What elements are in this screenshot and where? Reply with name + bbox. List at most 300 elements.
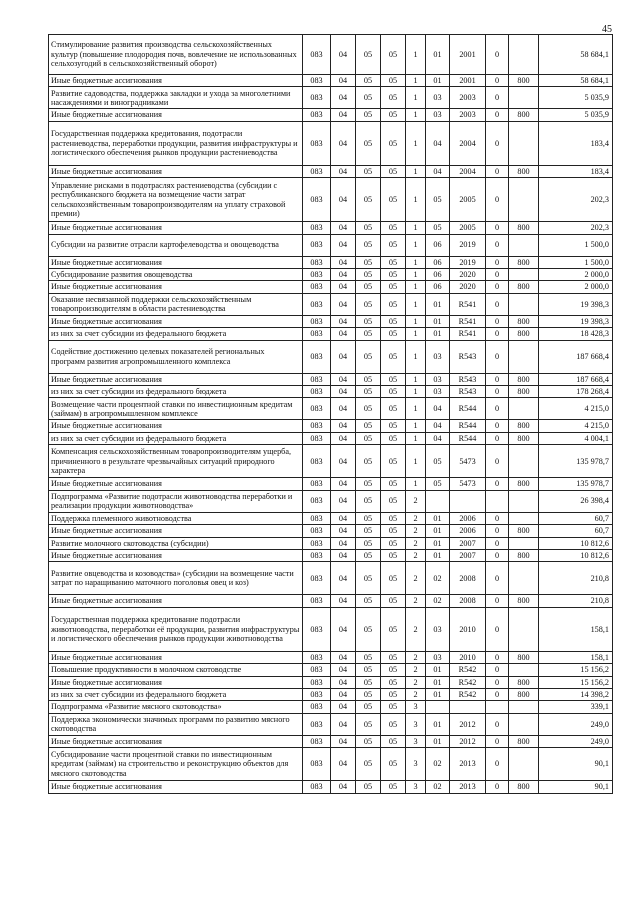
event-code-cell: 05	[426, 222, 450, 234]
source-code-cell	[486, 490, 509, 512]
expense-type-code-cell	[509, 664, 539, 676]
table-row	[49, 478, 613, 490]
subsection-code-cell: 05	[356, 165, 381, 177]
direction-code-cell: R541	[450, 293, 486, 315]
program-code-cell: 05	[381, 420, 406, 432]
amount-cell: 135 978,7	[539, 478, 613, 490]
subprogram-code-cell: 3	[406, 713, 426, 735]
expense-type-code-cell	[509, 234, 539, 256]
subsection-code-cell: 05	[356, 234, 381, 256]
subsection-code-cell: 05	[356, 701, 381, 713]
program-code-cell: 05	[381, 234, 406, 256]
source-code-cell: 0	[486, 735, 509, 747]
program-code-cell: 05	[381, 373, 406, 385]
table-row	[49, 373, 613, 385]
budget-allocation-table	[48, 34, 613, 794]
table-row	[49, 75, 613, 87]
program-code-cell: 05	[381, 595, 406, 607]
program-code-cell: 05	[381, 651, 406, 663]
expense-type-code-cell: 800	[509, 165, 539, 177]
expense-type-code-cell	[509, 512, 539, 524]
ministry-code-cell: 083	[303, 234, 331, 256]
subsection-code-cell: 05	[356, 328, 381, 340]
subsection-code-cell: 05	[356, 75, 381, 87]
table-row	[49, 165, 613, 177]
source-code-cell: 0	[486, 432, 509, 444]
section-code-cell: 04	[331, 256, 356, 268]
row-name-cell: Содействие достижению целевых показателей региональных программ развития агропромышленного комплекса	[49, 340, 303, 373]
amount-cell: 90,1	[539, 748, 613, 781]
ministry-code-cell: 083	[303, 735, 331, 747]
table-row	[49, 688, 613, 700]
row-name-cell: Субсидирование части процентной ставки по инвестиционным кредитам (займам) на строительство и реконструкцию объектов для мясного скотоводства	[49, 748, 303, 781]
row-name-cell: Иные бюджетные ассигнования	[49, 281, 303, 293]
source-code-cell: 0	[486, 281, 509, 293]
row-name-cell: Иные бюджетные ассигнования	[49, 781, 303, 793]
source-code-cell: 0	[486, 373, 509, 385]
table-row	[49, 735, 613, 747]
direction-code-cell: 2012	[450, 713, 486, 735]
subprogram-code-cell: 1	[406, 75, 426, 87]
table-row	[49, 121, 613, 165]
row-name-cell: Подпрограмма «Развитие подотрасли животноводства переработки и реализации продукции животноводства»	[49, 490, 303, 512]
program-code-cell: 05	[381, 293, 406, 315]
subsection-code-cell: 05	[356, 595, 381, 607]
subsection-code-cell: 05	[356, 293, 381, 315]
program-code-cell: 05	[381, 432, 406, 444]
amount-cell: 15 156,2	[539, 664, 613, 676]
section-code-cell: 04	[331, 512, 356, 524]
table-row	[49, 386, 613, 398]
row-name-cell: Иные бюджетные ассигнования	[49, 420, 303, 432]
direction-code-cell: R542	[450, 688, 486, 700]
amount-cell: 2 000,0	[539, 281, 613, 293]
table-row	[49, 178, 613, 222]
event-code-cell: 03	[426, 651, 450, 663]
program-code-cell: 05	[381, 676, 406, 688]
program-code-cell: 05	[381, 490, 406, 512]
ministry-code-cell: 083	[303, 373, 331, 385]
section-code-cell: 04	[331, 234, 356, 256]
source-code-cell: 0	[486, 748, 509, 781]
direction-code-cell: 2020	[450, 269, 486, 281]
subprogram-code-cell: 1	[406, 328, 426, 340]
program-code-cell: 05	[381, 109, 406, 121]
subsection-code-cell: 05	[356, 35, 381, 75]
expense-type-code-cell: 800	[509, 478, 539, 490]
source-code-cell: 0	[486, 688, 509, 700]
program-code-cell: 05	[381, 222, 406, 234]
event-code-cell: 06	[426, 234, 450, 256]
section-code-cell: 04	[331, 178, 356, 222]
direction-code-cell: R544	[450, 398, 486, 420]
subprogram-code-cell: 1	[406, 256, 426, 268]
expense-type-code-cell	[509, 701, 539, 713]
ministry-code-cell: 083	[303, 293, 331, 315]
section-code-cell: 04	[331, 701, 356, 713]
program-code-cell: 05	[381, 478, 406, 490]
row-name-cell: Возмещение части процентной ставки по инвестиционным кредитам (займам) в агропромышленном комплексе	[49, 398, 303, 420]
section-code-cell: 04	[331, 328, 356, 340]
event-code-cell: 02	[426, 595, 450, 607]
event-code-cell: 02	[426, 748, 450, 781]
event-code-cell: 03	[426, 87, 450, 109]
ministry-code-cell: 083	[303, 664, 331, 676]
row-name-cell: Государственная поддержка кредитование подотрасли животноводства, переработки её продукции, развития инфраструктуры и логистического обеспечения рынков продукции животноводства	[49, 607, 303, 651]
ministry-code-cell: 083	[303, 676, 331, 688]
section-code-cell: 04	[331, 688, 356, 700]
amount-cell: 5 035,9	[539, 87, 613, 109]
source-code-cell: 0	[486, 664, 509, 676]
ministry-code-cell: 083	[303, 340, 331, 373]
source-code-cell: 0	[486, 75, 509, 87]
section-code-cell: 04	[331, 269, 356, 281]
amount-cell: 158,1	[539, 607, 613, 651]
event-code-cell: 06	[426, 281, 450, 293]
table-row	[49, 651, 613, 663]
ministry-code-cell: 083	[303, 87, 331, 109]
table-row	[49, 398, 613, 420]
row-name-cell: Поддержка племенного животноводства	[49, 512, 303, 524]
amount-cell: 183,4	[539, 121, 613, 165]
amount-cell: 210,8	[539, 595, 613, 607]
expense-type-code-cell	[509, 269, 539, 281]
direction-code-cell: R543	[450, 386, 486, 398]
table-row	[49, 713, 613, 735]
row-name-cell: Иные бюджетные ассигнования	[49, 651, 303, 663]
table-row	[49, 340, 613, 373]
direction-code-cell: R541	[450, 328, 486, 340]
subsection-code-cell: 05	[356, 281, 381, 293]
section-code-cell: 04	[331, 595, 356, 607]
ministry-code-cell: 083	[303, 178, 331, 222]
expense-type-code-cell	[509, 121, 539, 165]
table-row	[49, 87, 613, 109]
ministry-code-cell: 083	[303, 328, 331, 340]
direction-code-cell: 2003	[450, 109, 486, 121]
event-code-cell: 01	[426, 735, 450, 747]
ministry-code-cell: 083	[303, 445, 331, 478]
row-name-cell: Иные бюджетные ассигнования	[49, 549, 303, 561]
direction-code-cell: 5473	[450, 445, 486, 478]
subprogram-code-cell: 1	[406, 293, 426, 315]
subprogram-code-cell: 1	[406, 420, 426, 432]
program-code-cell: 05	[381, 398, 406, 420]
source-code-cell: 0	[486, 562, 509, 595]
source-code-cell: 0	[486, 676, 509, 688]
ministry-code-cell: 083	[303, 607, 331, 651]
subprogram-code-cell: 1	[406, 35, 426, 75]
subsection-code-cell: 05	[356, 373, 381, 385]
ministry-code-cell: 083	[303, 490, 331, 512]
table-row	[49, 35, 613, 75]
table-row	[49, 676, 613, 688]
expense-type-code-cell: 800	[509, 676, 539, 688]
expense-type-code-cell	[509, 398, 539, 420]
subsection-code-cell: 05	[356, 256, 381, 268]
program-code-cell: 05	[381, 281, 406, 293]
expense-type-code-cell	[509, 748, 539, 781]
source-code-cell: 0	[486, 109, 509, 121]
expense-type-code-cell	[509, 340, 539, 373]
amount-cell: 187 668,4	[539, 340, 613, 373]
section-code-cell: 04	[331, 490, 356, 512]
ministry-code-cell: 083	[303, 281, 331, 293]
amount-cell: 26 398,4	[539, 490, 613, 512]
row-name-cell: Иные бюджетные ассигнования	[49, 75, 303, 87]
amount-cell: 1 500,0	[539, 256, 613, 268]
program-code-cell: 05	[381, 315, 406, 327]
budget-table-sheet	[48, 34, 612, 794]
source-code-cell: 0	[486, 35, 509, 75]
section-code-cell: 04	[331, 165, 356, 177]
program-code-cell: 05	[381, 549, 406, 561]
expense-type-code-cell	[509, 178, 539, 222]
source-code-cell: 0	[486, 713, 509, 735]
ministry-code-cell: 083	[303, 595, 331, 607]
expense-type-code-cell: 800	[509, 109, 539, 121]
ministry-code-cell: 083	[303, 386, 331, 398]
program-code-cell: 05	[381, 525, 406, 537]
amount-cell: 4 004,1	[539, 432, 613, 444]
direction-code-cell: 2004	[450, 165, 486, 177]
table-row	[49, 607, 613, 651]
subsection-code-cell: 05	[356, 735, 381, 747]
subsection-code-cell: 05	[356, 87, 381, 109]
row-name-cell: Иные бюджетные ассигнования	[49, 222, 303, 234]
subsection-code-cell: 05	[356, 676, 381, 688]
subsection-code-cell: 05	[356, 386, 381, 398]
section-code-cell: 04	[331, 386, 356, 398]
table-row	[49, 256, 613, 268]
amount-cell: 5 035,9	[539, 109, 613, 121]
direction-code-cell: 2019	[450, 256, 486, 268]
subsection-code-cell: 05	[356, 340, 381, 373]
direction-code-cell: 2001	[450, 35, 486, 75]
table-row	[49, 234, 613, 256]
ministry-code-cell: 083	[303, 688, 331, 700]
subprogram-code-cell: 1	[406, 340, 426, 373]
subsection-code-cell: 05	[356, 512, 381, 524]
section-code-cell: 04	[331, 651, 356, 663]
row-name-cell: из них за счет субсидии из федерального бюджета	[49, 432, 303, 444]
row-name-cell: Иные бюджетные ассигнования	[49, 478, 303, 490]
ministry-code-cell: 083	[303, 269, 331, 281]
amount-cell: 1 500,0	[539, 234, 613, 256]
subprogram-code-cell: 3	[406, 748, 426, 781]
expense-type-code-cell	[509, 562, 539, 595]
direction-code-cell: R544	[450, 432, 486, 444]
event-code-cell: 05	[426, 478, 450, 490]
source-code-cell: 0	[486, 398, 509, 420]
section-code-cell: 04	[331, 398, 356, 420]
subsection-code-cell: 05	[356, 178, 381, 222]
subprogram-code-cell: 2	[406, 525, 426, 537]
subprogram-code-cell: 2	[406, 651, 426, 663]
expense-type-code-cell: 800	[509, 432, 539, 444]
source-code-cell: 0	[486, 420, 509, 432]
subsection-code-cell: 05	[356, 713, 381, 735]
section-code-cell: 04	[331, 562, 356, 595]
row-name-cell: Государственная поддержка кредитования, подотрасли растениеводства, переработки продукции, развития инфраструктуры и логистического обеспечения рынков продукции растениеводства	[49, 121, 303, 165]
amount-cell: 135 978,7	[539, 445, 613, 478]
event-code-cell: 01	[426, 328, 450, 340]
table-body	[49, 35, 613, 794]
row-name-cell: Поддержка экономически значимых программ по развитию мясного скотоводства	[49, 713, 303, 735]
event-code-cell: 01	[426, 75, 450, 87]
event-code-cell: 04	[426, 165, 450, 177]
program-code-cell: 05	[381, 178, 406, 222]
ministry-code-cell: 083	[303, 525, 331, 537]
source-code-cell: 0	[486, 512, 509, 524]
amount-cell: 187 668,4	[539, 373, 613, 385]
subsection-code-cell: 05	[356, 315, 381, 327]
direction-code-cell	[450, 490, 486, 512]
expense-type-code-cell: 800	[509, 75, 539, 87]
subprogram-code-cell: 2	[406, 676, 426, 688]
ministry-code-cell: 083	[303, 651, 331, 663]
subprogram-code-cell: 2	[406, 688, 426, 700]
expense-type-code-cell	[509, 713, 539, 735]
expense-type-code-cell: 800	[509, 595, 539, 607]
program-code-cell: 05	[381, 562, 406, 595]
event-code-cell: 01	[426, 315, 450, 327]
program-code-cell: 05	[381, 445, 406, 478]
direction-code-cell: 2008	[450, 595, 486, 607]
expense-type-code-cell: 800	[509, 420, 539, 432]
table-row	[49, 315, 613, 327]
expense-type-code-cell	[509, 607, 539, 651]
event-code-cell: 01	[426, 293, 450, 315]
source-code-cell: 0	[486, 293, 509, 315]
row-name-cell: из них за счет субсидии из федерального бюджета	[49, 688, 303, 700]
section-code-cell: 04	[331, 293, 356, 315]
direction-code-cell: 2008	[450, 562, 486, 595]
table-row	[49, 420, 613, 432]
direction-code-cell: R541	[450, 315, 486, 327]
row-name-cell: Развитие садоводства, поддержка закладки и ухода за многолетними насаждениями и виноградниками	[49, 87, 303, 109]
table-row	[49, 293, 613, 315]
row-name-cell: Иные бюджетные ассигнования	[49, 165, 303, 177]
table-row	[49, 432, 613, 444]
subsection-code-cell: 05	[356, 525, 381, 537]
event-code-cell: 01	[426, 676, 450, 688]
subsection-code-cell: 05	[356, 562, 381, 595]
section-code-cell: 04	[331, 549, 356, 561]
source-code-cell: 0	[486, 87, 509, 109]
program-code-cell: 05	[381, 340, 406, 373]
ministry-code-cell: 083	[303, 549, 331, 561]
source-code-cell: 0	[486, 595, 509, 607]
section-code-cell: 04	[331, 75, 356, 87]
program-code-cell: 05	[381, 328, 406, 340]
source-code-cell: 0	[486, 445, 509, 478]
ministry-code-cell: 083	[303, 478, 331, 490]
amount-cell: 18 428,3	[539, 328, 613, 340]
direction-code-cell	[450, 701, 486, 713]
subprogram-code-cell: 1	[406, 87, 426, 109]
program-code-cell: 05	[381, 664, 406, 676]
table-row	[49, 664, 613, 676]
source-code-cell: 0	[486, 328, 509, 340]
event-code-cell: 01	[426, 713, 450, 735]
ministry-code-cell: 083	[303, 75, 331, 87]
section-code-cell: 04	[331, 748, 356, 781]
table-row	[49, 701, 613, 713]
section-code-cell: 04	[331, 121, 356, 165]
row-name-cell: из них за счет субсидии из федерального бюджета	[49, 328, 303, 340]
source-code-cell: 0	[486, 386, 509, 398]
section-code-cell: 04	[331, 340, 356, 373]
subsection-code-cell: 05	[356, 420, 381, 432]
subprogram-code-cell: 2	[406, 537, 426, 549]
ministry-code-cell: 083	[303, 420, 331, 432]
direction-code-cell: 2012	[450, 735, 486, 747]
section-code-cell: 04	[331, 87, 356, 109]
subprogram-code-cell: 3	[406, 701, 426, 713]
subprogram-code-cell: 1	[406, 373, 426, 385]
subsection-code-cell: 05	[356, 651, 381, 663]
source-code-cell	[486, 701, 509, 713]
section-code-cell: 04	[331, 676, 356, 688]
subsection-code-cell: 05	[356, 688, 381, 700]
subprogram-code-cell: 2	[406, 595, 426, 607]
program-code-cell: 05	[381, 713, 406, 735]
event-code-cell: 02	[426, 562, 450, 595]
event-code-cell: 01	[426, 549, 450, 561]
direction-code-cell: 2013	[450, 781, 486, 793]
program-code-cell: 05	[381, 165, 406, 177]
expense-type-code-cell: 800	[509, 781, 539, 793]
subsection-code-cell: 05	[356, 269, 381, 281]
direction-code-cell: 2006	[450, 525, 486, 537]
event-code-cell: 04	[426, 398, 450, 420]
program-code-cell: 05	[381, 386, 406, 398]
row-name-cell: Иные бюджетные ассигнования	[49, 676, 303, 688]
ministry-code-cell: 083	[303, 748, 331, 781]
event-code-cell: 02	[426, 781, 450, 793]
amount-cell: 249,0	[539, 713, 613, 735]
subsection-code-cell: 05	[356, 121, 381, 165]
section-code-cell: 04	[331, 420, 356, 432]
expense-type-code-cell: 800	[509, 735, 539, 747]
source-code-cell: 0	[486, 340, 509, 373]
subprogram-code-cell: 1	[406, 281, 426, 293]
subsection-code-cell: 05	[356, 607, 381, 651]
ministry-code-cell: 083	[303, 398, 331, 420]
amount-cell: 19 398,3	[539, 293, 613, 315]
program-code-cell: 05	[381, 607, 406, 651]
event-code-cell: 04	[426, 420, 450, 432]
expense-type-code-cell	[509, 293, 539, 315]
subsection-code-cell: 05	[356, 781, 381, 793]
section-code-cell: 04	[331, 315, 356, 327]
section-code-cell: 04	[331, 478, 356, 490]
subprogram-code-cell: 1	[406, 386, 426, 398]
table-row	[49, 328, 613, 340]
event-code-cell: 05	[426, 445, 450, 478]
table-row	[49, 525, 613, 537]
program-code-cell: 05	[381, 121, 406, 165]
program-code-cell: 05	[381, 688, 406, 700]
event-code-cell	[426, 490, 450, 512]
subsection-code-cell: 05	[356, 549, 381, 561]
direction-code-cell: 2005	[450, 178, 486, 222]
direction-code-cell: R544	[450, 420, 486, 432]
amount-cell: 158,1	[539, 651, 613, 663]
subprogram-code-cell: 3	[406, 735, 426, 747]
event-code-cell: 04	[426, 432, 450, 444]
